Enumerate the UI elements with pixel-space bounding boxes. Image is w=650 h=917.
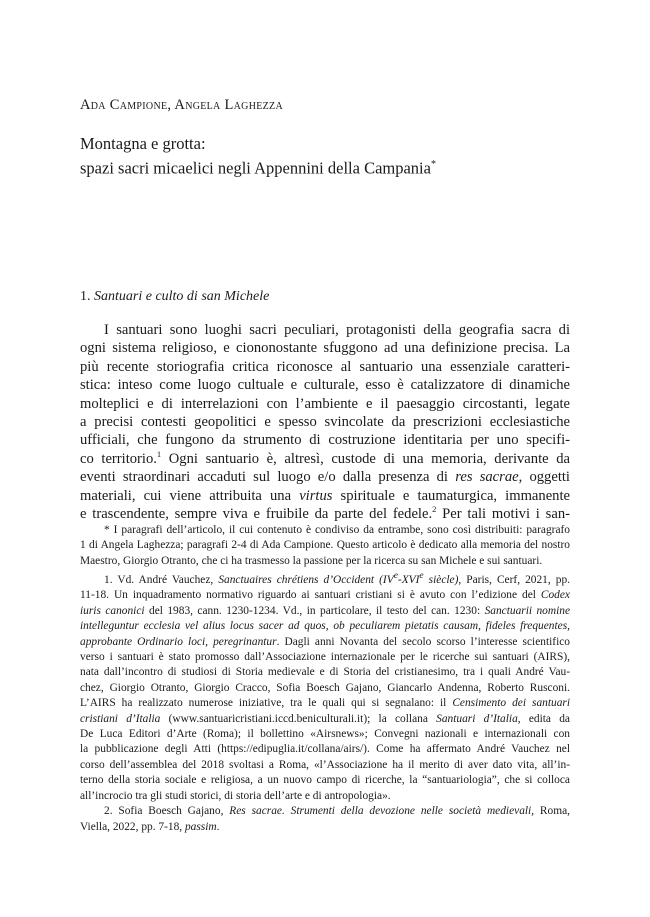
section-title: Santuari e culto di san Michele [94, 289, 270, 304]
footnote-line [80, 635, 570, 650]
note-italic: approbante Ordinario loci, peregrinantur [80, 635, 277, 648]
note-text: , Paris, Cerf, 2021, pp. [458, 574, 570, 587]
body-paragraph [80, 321, 570, 523]
body-text: co territorio. [80, 450, 157, 467]
body-line [80, 468, 570, 486]
article-authors: Ada Campione, Angela Laghezza [80, 97, 283, 113]
note-text: , Roma, [531, 805, 570, 818]
footnote-line [80, 712, 570, 727]
body-text: Per tali motivi i san- [436, 506, 570, 523]
note-text: . [216, 820, 220, 833]
footnotes [80, 523, 570, 835]
note-text: 2. Sofia Boesch Gajano, [104, 805, 230, 818]
footnote-line [80, 696, 570, 711]
body-text: e trascendente, sempre viva e fruibile da parte del fedele. [80, 506, 433, 523]
note-sup: e [419, 571, 424, 582]
note-italic: cristiani d’Italia [80, 712, 161, 725]
body-text: Ogni santuario è, altresì, custode di una memoria, derivante da [161, 450, 570, 467]
body-line [80, 450, 570, 468]
note-text: 1. Vd. André Vauchez, [104, 574, 219, 587]
note-italic: Censimento dei santuari [452, 697, 570, 710]
note-text: , edita da [517, 712, 570, 725]
footnote-line: all’incrocio tra gli studi storici, di storia dell’arte e di antropologia». [80, 789, 391, 802]
body-text: spirituale e taumaturgica, immanente [332, 487, 571, 504]
note-italic-text: Sanctuaires chrétiens d’Occident (IV [218, 574, 394, 587]
article-title [80, 133, 436, 179]
footnote-line [80, 604, 570, 619]
note-italic-text: siècle) [423, 574, 459, 587]
body-line [80, 505, 570, 523]
footnote-line: De Luca Editori d’Arte (Roma); il bollettino «Airsnews»; Convegni nazionali e internazionali con [80, 728, 570, 741]
title-line-1: Montagna e grotta: [80, 134, 206, 153]
body-line [80, 487, 570, 505]
note-italic: Res sacrae. Strumenti della devozione nelle società medievali [229, 805, 532, 818]
body-text: materiali, cui viene attribuita una [80, 487, 300, 504]
body-line: ogni sistema religioso, e ciononostante sfuggono ad una definizione precisa. La [80, 340, 570, 357]
footnote-line: verso i santuari è stato promosso dall’Associazione internazionale per le ricerche sui santuari (AIRS), [80, 651, 570, 664]
note-text: del 1983, cann. 1230-1234. Vd., in particolare, il testo del can. 1230: [144, 604, 485, 617]
body-italic: res sacrae [455, 469, 519, 486]
body-line: a precisi contesti geopolitici e spesso svincolate da prescrizioni ecclesiastiche [80, 414, 570, 431]
title-line-2 [80, 154, 436, 179]
body-italic: virtus [299, 487, 333, 504]
footnote-line: nata dall’incontro di studiosi di Storia medievale e di Storia del cristianesimo, tra i quali André Vau- [80, 666, 570, 679]
title-line-2-text: spazi sacri micaelici negli Appennini della Campania [80, 158, 431, 178]
footnote-line [80, 804, 570, 819]
note-text: (www.santuaricristiani.iccd.beniculturali.it); la collana [160, 712, 437, 725]
body-text: , oggetti [518, 469, 570, 486]
footnote-line: terno della storia sociale e religiosa, a un nuovo campo di ricerche, la “santuariologia”, che si colloca [80, 774, 570, 787]
body-line: più recente storiografia critica riconosce al santuario una essenziale caratteri- [80, 358, 570, 375]
section-number: 1. [80, 289, 91, 304]
footnote-line [80, 569, 570, 588]
body-line: molteplici e di interrelazioni con l’ambiente e il paesaggio circostanti, legate [80, 395, 570, 412]
note-italic: iuris canonici [80, 604, 145, 617]
footnote-line: 1 di Angela Laghezza; paragrafi 2-4 di Ada Campione. Questo articolo è dedicato alla memoria del nostro [80, 539, 570, 552]
section-heading [80, 289, 269, 305]
note-text: L’AIRS ha realizzato numerose iniziative, tra le quali qui si segnalano: il [80, 697, 453, 710]
footnote-line: chez, Giorgio Otranto, Giorgio Cracco, Sofia Boesch Gajano, Giancarlo Andenna, Roberto Rusconi. [80, 681, 570, 694]
footnote-line: la pubblicazione degli Atti (https://edipuglia.it/collana/airs/). Come ha affermato André Vauchez nel [80, 743, 570, 756]
footnote-line: corso dell’assemblea del 2018 svoltasi a Roma, «l’Associazione ha il merito di aver dato vita, all’in- [80, 758, 570, 771]
body-line: stica: inteso come luogo cultuale e culturale, esso è catalizzatore di dinamiche [80, 377, 570, 394]
note-italic: Codex [540, 589, 570, 602]
note-italic: Sanctuarii nomine [484, 604, 570, 617]
body-text: eventi straordinari accaduti sul luogo e/o dalla presenza di [80, 469, 456, 486]
note-text: 11-18. Un inquadramento normativo riguardo ai santuari cristiani si è avuto con l’edizione del [80, 589, 541, 602]
footnote-line: * I paragrafi dell’articolo, il cui contenuto è condiviso da entrambe, sono così distribuiti: paragrafo [104, 524, 570, 536]
footnote-line [80, 619, 570, 634]
body-line: ufficiali, che fungono da strumento di costruzione identitaria per uno specifi- [80, 432, 570, 449]
note-italic: intelleguntur ecclesia vel alius locus sacer ad quos, ob peculiarem pietatis causam, fideles frequentes, [80, 620, 570, 633]
note-italic [218, 571, 459, 587]
body-line: I santuari sono luoghi sacri peculiari, protagonisti della geografia sacra di [104, 322, 570, 338]
footnote-line [80, 820, 570, 835]
footnote-line: Maestro, Giorgio Otranto, che ci ha trasmesso la passione per la ricerca su san Michele e sui santuari. [80, 554, 543, 567]
note-italic: Santuari d’Italia [436, 712, 518, 725]
note-text: Viella, 2022, pp. 7-18, [80, 820, 185, 833]
note-text: . Dagli anni Novanta del secolo scorso l’interesse scientifico [276, 635, 570, 648]
footnote-ref-1[interactable]: 1 [156, 448, 162, 459]
note-sup: e [393, 571, 398, 582]
footnote-ref-2[interactable]: 2 [432, 504, 437, 515]
footnote-line [80, 588, 570, 603]
title-footnote-mark: * [430, 159, 436, 170]
note-italic: passim [184, 820, 217, 833]
note-italic-text: -XVI [397, 574, 420, 587]
